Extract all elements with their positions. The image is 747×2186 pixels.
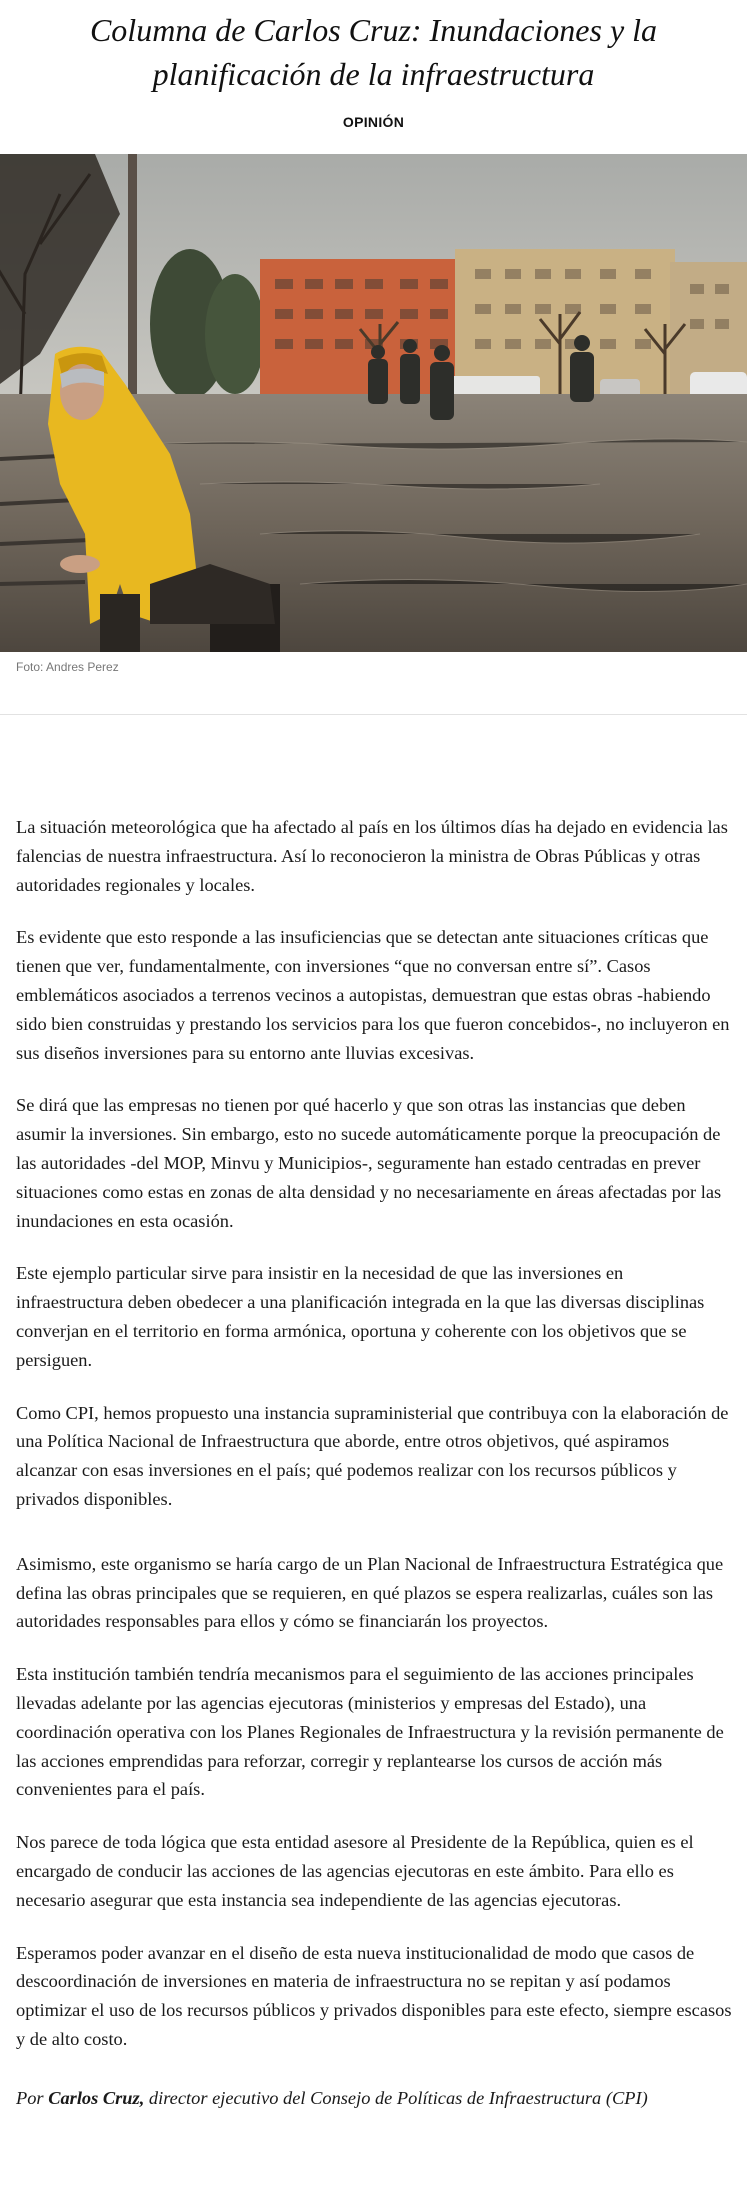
flood-photo [0,154,747,652]
author-name: Carlos Cruz, [48,2087,145,2108]
article-body [16,813,734,2136]
paragraph: Como CPI, hemos propuesto una instancia supraministerial que contribuya con la elaboración de una Política Nacional de Infraestructura que aborde, entre otros objetivos, qué aspiramos alcanzar con esas inversiones en el país; qué podemos realizar con los recursos públicos y privados disponibles. [16,1402,729,1509]
article-title: Columna de Carlos Cruz: Inundaciones y la planificación de la infraestructura [89,12,658,92]
article-header [0,0,747,130]
photo-caption: Foto: Andres Perez [16,660,119,674]
paragraph: La situación meteorológica que ha afectado al país en los últimos días ha dejado en evidencia las falencias de nuestra infraestructura. Así lo reconocieron la ministra de Obras Públicas y otras autoridades regionales y locales. [16,817,728,895]
paragraph: Es evidente que esto responde a las insuficiencias que se detectan ante situaciones críticas que tienen que ver, fundamentalmente, con inversiones “que no conversan entre sí”. Casos emblemáticos asociados a terrenos vecinos a autopistas, demuestran que estas obras -habiendo sido bien construidas y prestando los servicios para los que fueron concebidos-, no incluyeron en sus diseños inversiones para su entorno ante lluvias excesivas. [16,927,730,1063]
divider [0,714,747,715]
paragraph: Asimismo, este organismo se haría cargo de un Plan Nacional de Infraestructura Estratégica que defina las obras principales que se requieren, en qué plazos se espera realizarlas, cuáles son las autoridades responsables para ellos y cómo se financiarán los proyectos. [16,1553,724,1632]
signature-prefix: Por [16,2087,44,2108]
paragraph: Esta institución también tendría mecanismos para el seguimiento de las acciones principales llevadas adelante por las agencias ejecutoras (ministerios y empresas del Estado), una coordinación operativa con los Planes Regionales de Infraestructura y la revisión permanente de las acciones emprendidas para reforzar, corregir y replantearse los cursos de acción más convenientes para el país. [16,1664,724,1800]
category-link[interactable]: OPINIÓN [342,114,405,130]
author-role: director ejecutivo del Consejo de Políticas de Infraestructura (CPI) [148,2087,648,2108]
paragraph: Se dirá que las empresas no tienen por qué hacerlo y que son otras las instancias que deben asumir la inversiones. Sin embargo, esto no sucede automáticamente porque la preocupación de las autoridades -del MOP, Minvu y Municipios-, seguramente han estado centradas en prever situaciones como estas en zonas de alta densidad y no necesariamente en áreas afectadas por las inundaciones en esta ocasión. [16,1095,722,1231]
paragraph: Nos parece de toda lógica que esta entidad asesore al Presidente de la República, quien es el encargado de conducir las acciones de las agencias ejecutoras en este ámbito. Para ello es necesario asegurar que esta instancia sea independiente de las agencias ejecutoras. [16,1832,694,1910]
author-signature [16,2084,734,2113]
paragraph: Esperamos poder avanzar en el diseño de esta nueva institucionalidad de modo que casos de descoordinación de inversiones en materia de infraestructura no se repitan y así podamos optimizar el uso de los recursos públicos y privados disponibles para este efecto, siempre escasos y de alto costo. [16,1942,732,2049]
paragraph: Este ejemplo particular sirve para insistir en la necesidad de que las inversiones en infraestructura deben obedecer a una planificación integrada en la que las diversas disciplinas converjan en el territorio en forma armónica, oportuna y coherente con los objetivos que se persiguen. [16,1263,705,1370]
